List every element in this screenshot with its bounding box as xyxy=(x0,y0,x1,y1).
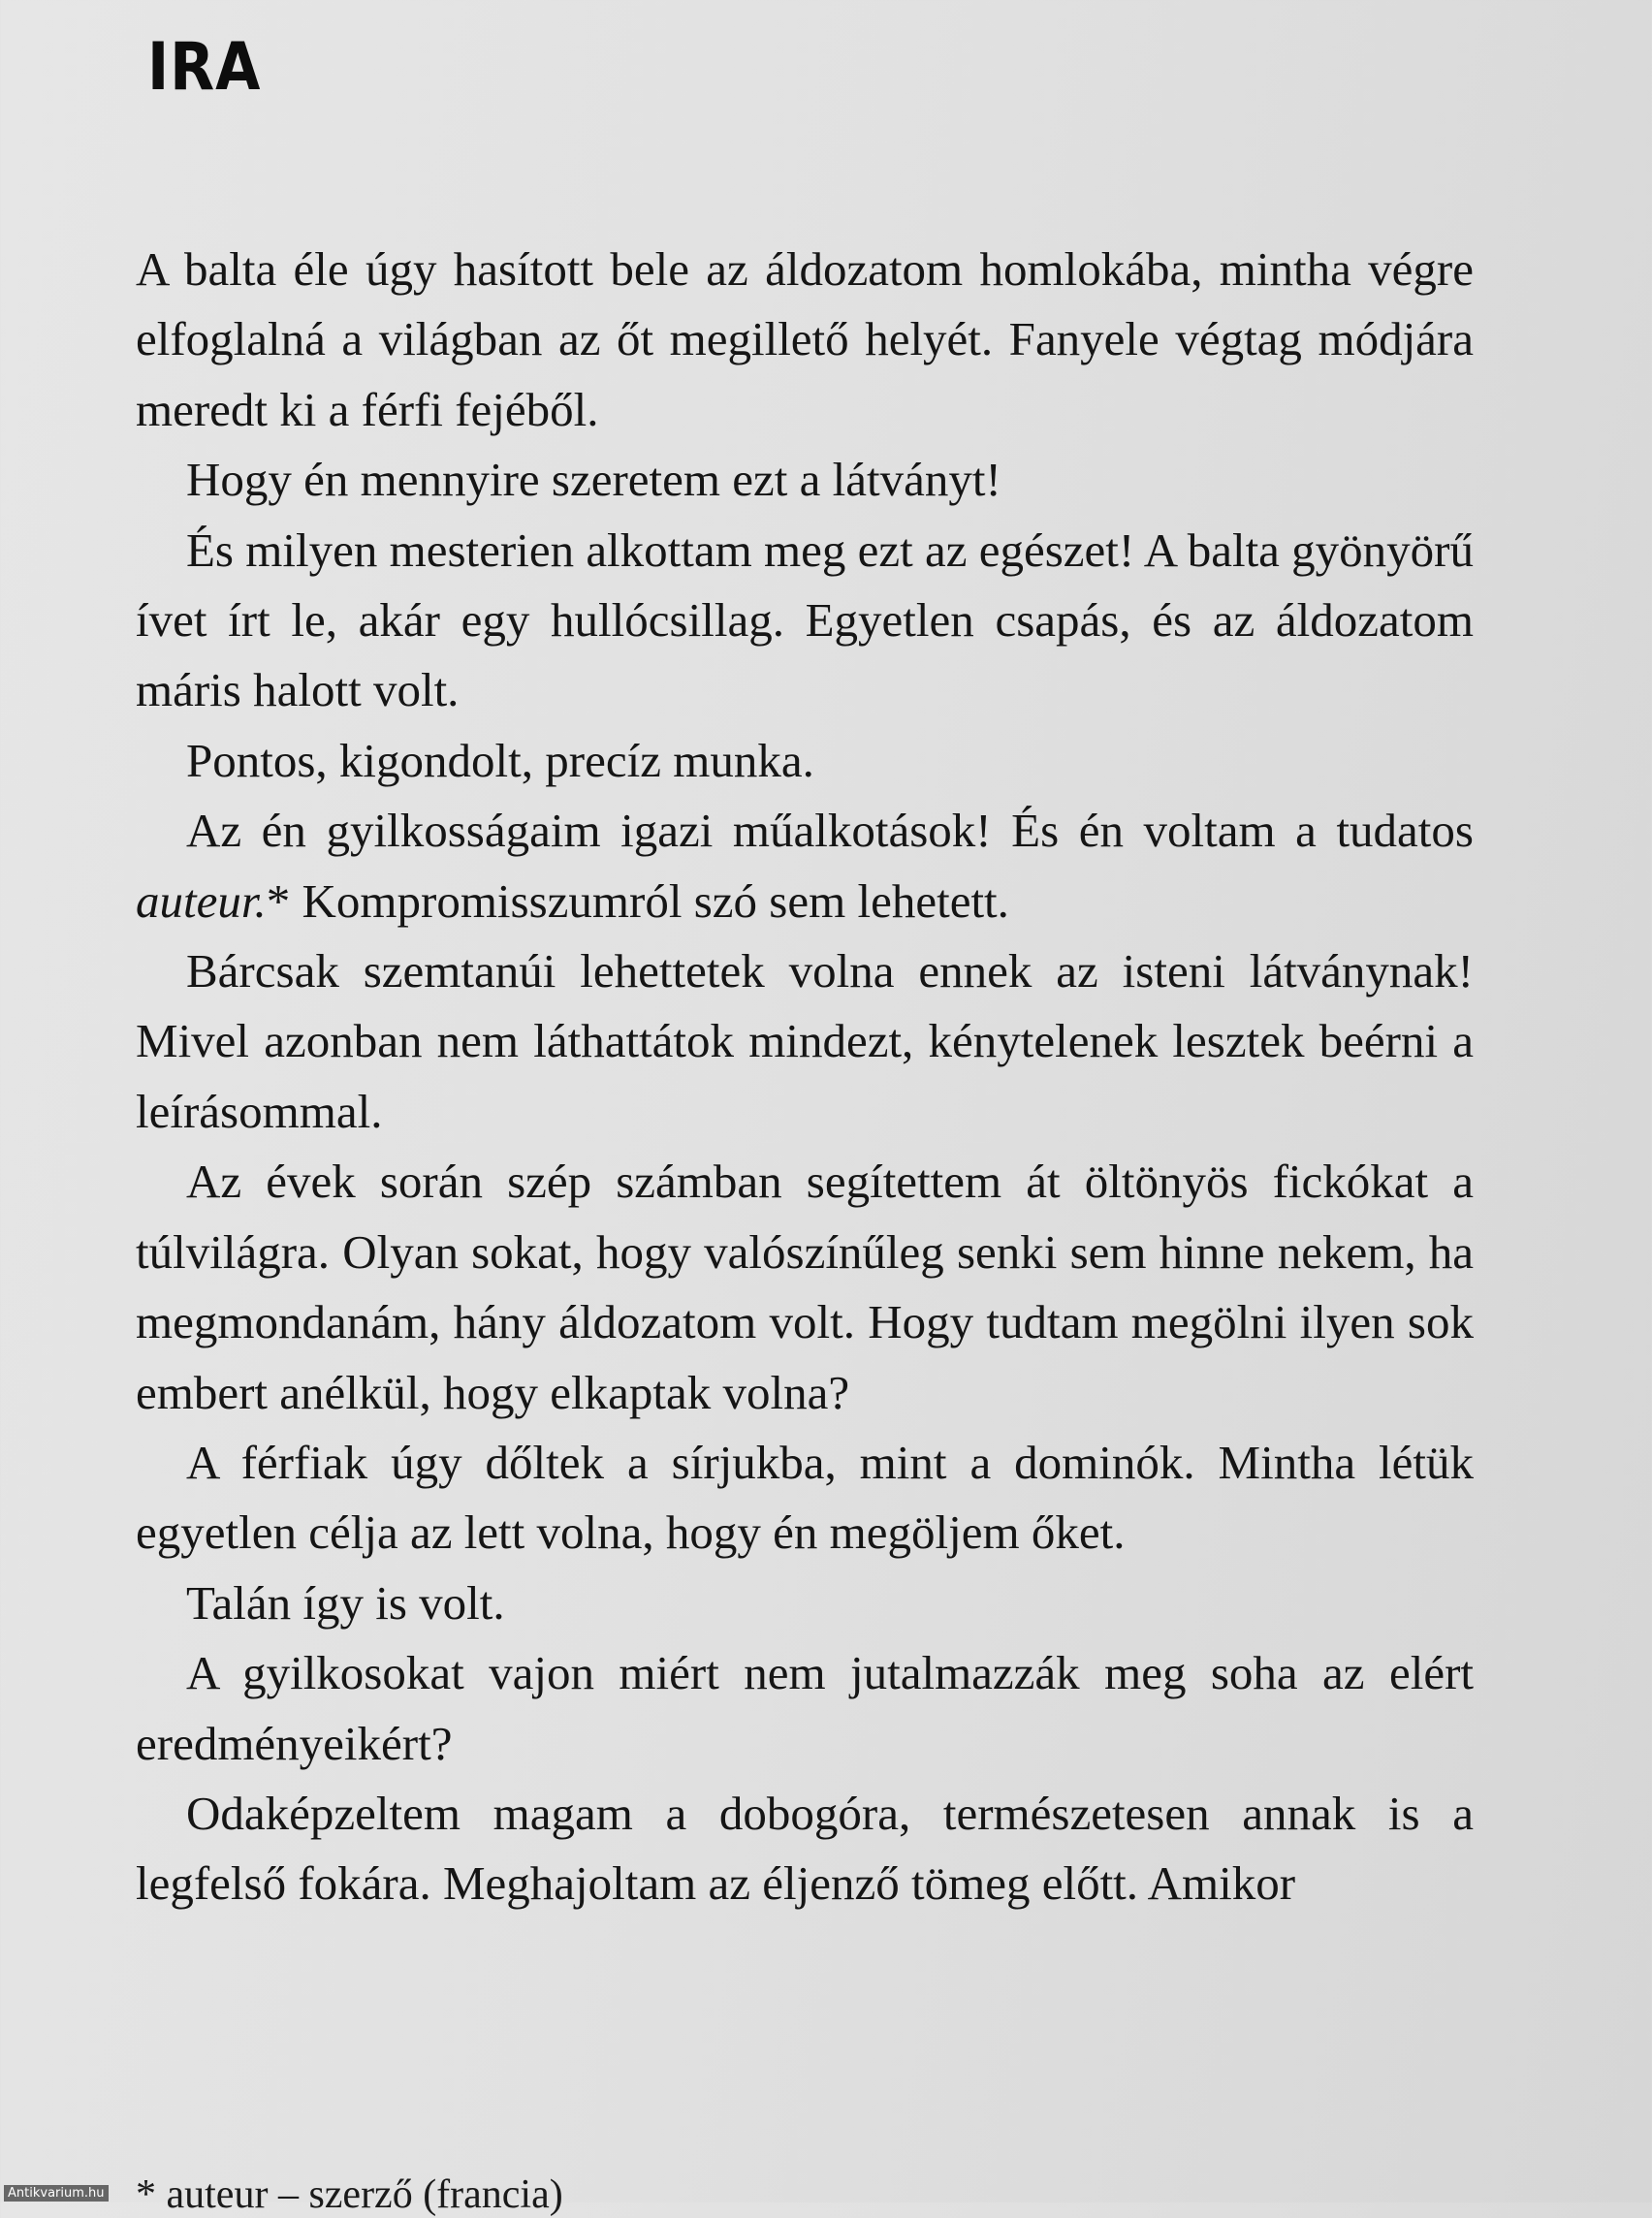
paragraph: A férfiak úgy dőltek a sírjukba, mint a dominók. Mintha létük egyetlen célja az lett volna, hogy én megöljem őket. xyxy=(136,1435,1474,1560)
paragraph-auteur xyxy=(136,796,1474,936)
paragraph: És milyen mesterien alkottam meg ezt az egészet! A balta gyönyörű ívet írt le, akár egy hullócsillag. Egyetlen csapás, és az áldozatom máris halott volt. xyxy=(136,523,1475,717)
paragraph: Bárcsak szemtanúi lehettetek volna ennek az isteni látványnak! Mivel azonban nem láthattátok mindezt, kénytelenek lesztek beérni a leírásommal. xyxy=(136,944,1474,1138)
paragraph: A gyilkosokat vajon miért nem jutalmazzák meg soha az elért eredményeikért? xyxy=(136,1646,1474,1770)
paragraph-text: Kompromisszumról szó sem lehetett. xyxy=(290,873,1009,928)
paragraph-text: Az én gyilkosságaim igazi műalkotások! És én voltam a tudatos xyxy=(186,804,1474,858)
footnote-marker: * xyxy=(266,873,291,928)
body-text xyxy=(136,235,1474,1919)
watermark: Antikvarium.hu xyxy=(4,2185,109,2202)
paragraph: Hogy én mennyire szeretem ezt a látványt! xyxy=(186,453,1001,507)
paragraph: Talán így is volt. xyxy=(186,1575,505,1630)
chapter-title: IRA xyxy=(147,29,262,106)
paragraph: Az évek során szép számban segítettem át öltönyös fickókat a túlvilágra. Olyan sokat, hogy valószínűleg senki sem hinne nekem, ha megmondanám, hány áldozatom volt. Hogy tudtam megölni ilyen sok embert anélkül, hogy elkaptak volna? xyxy=(136,1155,1474,1419)
paragraph: Pontos, kigondolt, precíz munka. xyxy=(186,733,814,787)
paragraph: Odaképzeltem magam a dobogóra, természetesen annak is a legfelső fokára. Meghajoltam az éljenző tömeg előtt. Amikor xyxy=(136,1786,1474,1911)
paragraph: A balta éle úgy hasított bele az áldozatom homlokába, mintha végre elfoglalná a világban az őt megillető helyét. Fanyele végtag módjára meredt ki a férfi fejéből. xyxy=(136,242,1474,436)
italic-word: auteur. xyxy=(136,873,267,928)
footnote: * auteur – szerző (francia) xyxy=(136,2172,563,2217)
